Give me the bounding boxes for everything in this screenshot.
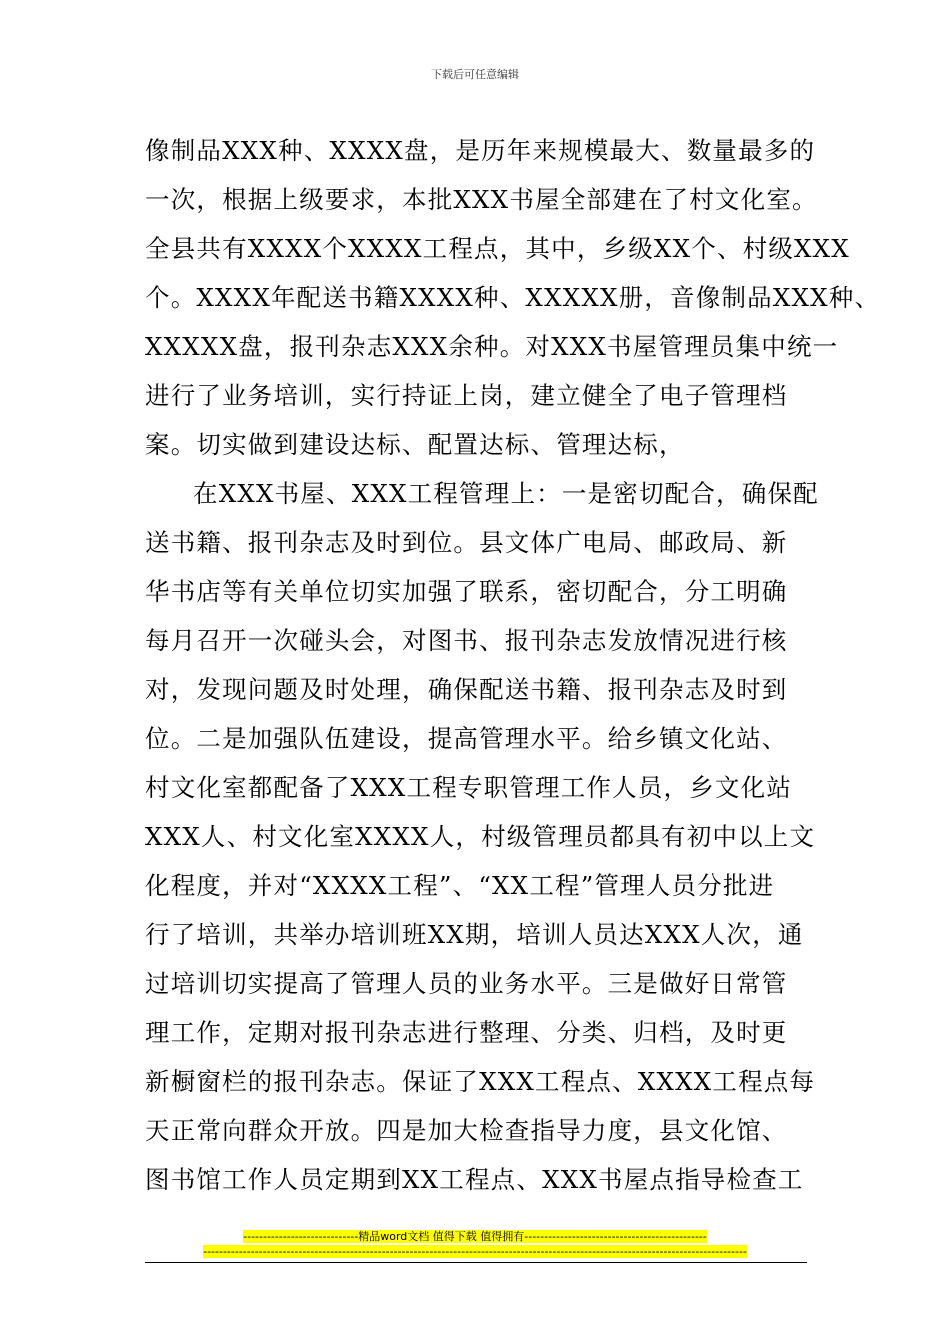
text-line: 对，发现问题及时处理，确保配送书籍、报刊杂志及时到 (145, 675, 788, 704)
text-line: XXXXX盘，报刊杂志XXX余种。对XXX书屋管理员集中统一 (145, 332, 839, 361)
text-line: 行了培训，共举办培训班XX期，培训人员达XXX人次，通 (145, 920, 804, 949)
text-line: 理工作，定期对报刊杂志进行整理、分类、归档，及时更 (145, 1018, 788, 1047)
text-line: 每月召开一次碰头会，对图书、报刊杂志发放情况进行核 (145, 626, 788, 655)
footer-banner-dashes: ----------------------------------------------------------------------------------------------------------------------------------------- (203, 1245, 747, 1258)
text-line: 过培训切实提高了管理人员的业务水平。三是做好日常管 (145, 969, 788, 998)
text-line: XXX人、村文化室XXXX人，村级管理员都具有初中以上文 (145, 822, 816, 851)
text-line: 全县共有XXXX个XXXX工程点，其中，乡级XX个、村级XXX (145, 234, 850, 263)
text-line: 图书馆工作人员定期到XX工程点、XXX书屋点指导检查工 (145, 1165, 804, 1194)
text-line: 像制品XXX种、XXXX盘，是历年来规模最大、数量最多的 (145, 136, 816, 165)
paragraph-start-line: 在XXX书屋、XXX工程管理上：一是密切配合，确保配 (193, 479, 819, 508)
text-line: 一次，根据上级要求，本批XXX书屋全部建在了村文化室。 (145, 185, 818, 214)
text-line: 村文化室都配备了XXX工程专职管理工作人员，乡文化站 (145, 773, 793, 802)
text-line: 送书籍、报刊杂志及时到位。县文体广电局、邮政局、新 (145, 528, 788, 557)
text-line: 新橱窗栏的报刊杂志。保证了XXX工程点、XXXX工程点每 (145, 1067, 816, 1096)
body-text (145, 126, 881, 1204)
footer-banner-bottom (0, 1244, 950, 1260)
text-line: 案。切实做到建设达标、配置达标、管理达标， (145, 430, 685, 459)
footer-banner-text: -----------------------------精品word文档 值得下载 值得拥有---------------------------------------------- (243, 1230, 707, 1243)
text-line: 华书店等有关单位切实加强了联系，密切配合，分工明确 (145, 577, 788, 606)
text-line: 进行了业务培训，实行持证上岗，建立健全了电子管理档 (145, 381, 788, 410)
header-note: 下载后可任意编辑 (431, 68, 519, 81)
text-line: 化程度，并对“XXXX工程”、“XX工程”管理人员分批进 (145, 871, 775, 900)
text-line: 个。XXXX年配送书籍XXXX种、XXXXX册，音像制品XXX种、 (145, 283, 881, 312)
text-line: 天正常向群众开放。四是加大检查指导力度，县文化馆、 (145, 1116, 788, 1145)
footer-banner-top (0, 1229, 950, 1245)
footer-rule (145, 1262, 807, 1263)
text-line: 位。二是加强队伍建设，提高管理水平。给乡镇文化站、 (145, 724, 788, 753)
